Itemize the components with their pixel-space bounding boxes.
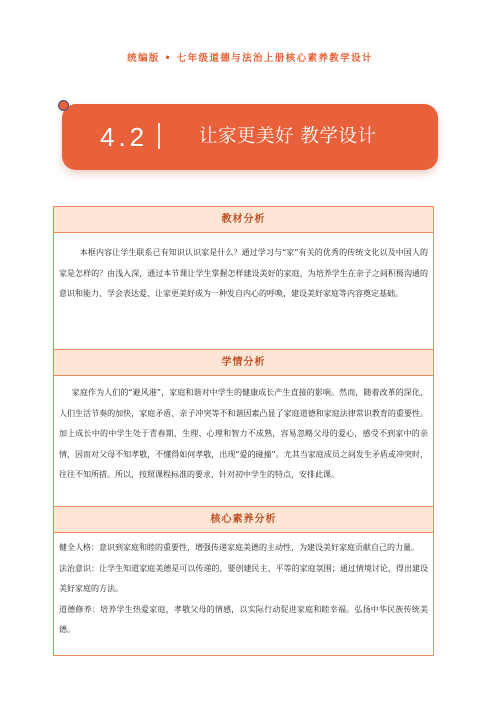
banner-decoration-dot [58, 100, 69, 111]
section-heading-learner-analysis: 学情分析 [54, 349, 433, 376]
learner-analysis-paragraph: 家庭作为人们的“避风港”，家庭和谐对中学生的健康成长产生直接的影响。然而，随着改革的深化，人们生活节奏的加快，家庭矛盾、亲子冲突等不和谐因素凸显了家庭道德和家庭法律常识教育的重要性。加上成长中的中学生处于青春期，生理、心理和智力不成熟，容易忽略父母的爱心，感受不到家中的亲情，因而对父母不知孝敬，不懂得如何孝敬，出现“爱的碰撞”。尤其当家庭成员之间发生矛盾或冲突时，往往不知所措。所以，按照课程标准的要求，针对初中学生的特点，安排此课。 [59, 388, 428, 479]
core-literacy-rule-of-law: 法治意识：让学生知道家庭美德是可以传递的，要创建民主、平等的家庭氛围；通过情境讨论，得出建设美好家庭的方法。 [59, 563, 428, 593]
lesson-number: 4.2 [100, 122, 149, 152]
textbook-analysis-paragraph: 本框内容让学生联系已有知识认识家是什么？通过学习与“家”有关的优秀的传统文化以及中国人的家是怎样的？由浅入深，通过本节课让学生掌握怎样建设美好的家庭，为培养学生在亲子之间积极沟通的意识和能力、学会表达爱、让家更美好成为一种发自内心的呼唤，建设美好家庭等内容奠定基础。 [59, 248, 428, 298]
series-title: 统编版 • 七年级道德与法治上册核心素养教学设计 [127, 53, 373, 64]
banner-divider [158, 123, 160, 149]
section-heading-textbook-analysis: 教材分析 [54, 207, 433, 233]
core-literacy-morality: 道德修养：培养学生热爱家庭，孝敬父母的情感，以实际行动促进家庭和睦幸福。弘扬中华民族传统美德。 [59, 604, 428, 634]
section-body-textbook-analysis [54, 233, 433, 349]
lesson-design-table [53, 206, 434, 656]
section-body-core-literacy [54, 533, 433, 655]
section-heading-core-literacy: 核心素养分析 [54, 506, 433, 533]
core-literacy-personality: 健全人格：意识到家庭和睦的重要性，增强传递家庭美德的主动性，为建设美好家庭贡献自己的力量。 [59, 543, 419, 552]
lesson-title: 让家更美好 教学设计 [199, 126, 377, 147]
section-body-learner-analysis [54, 376, 433, 506]
